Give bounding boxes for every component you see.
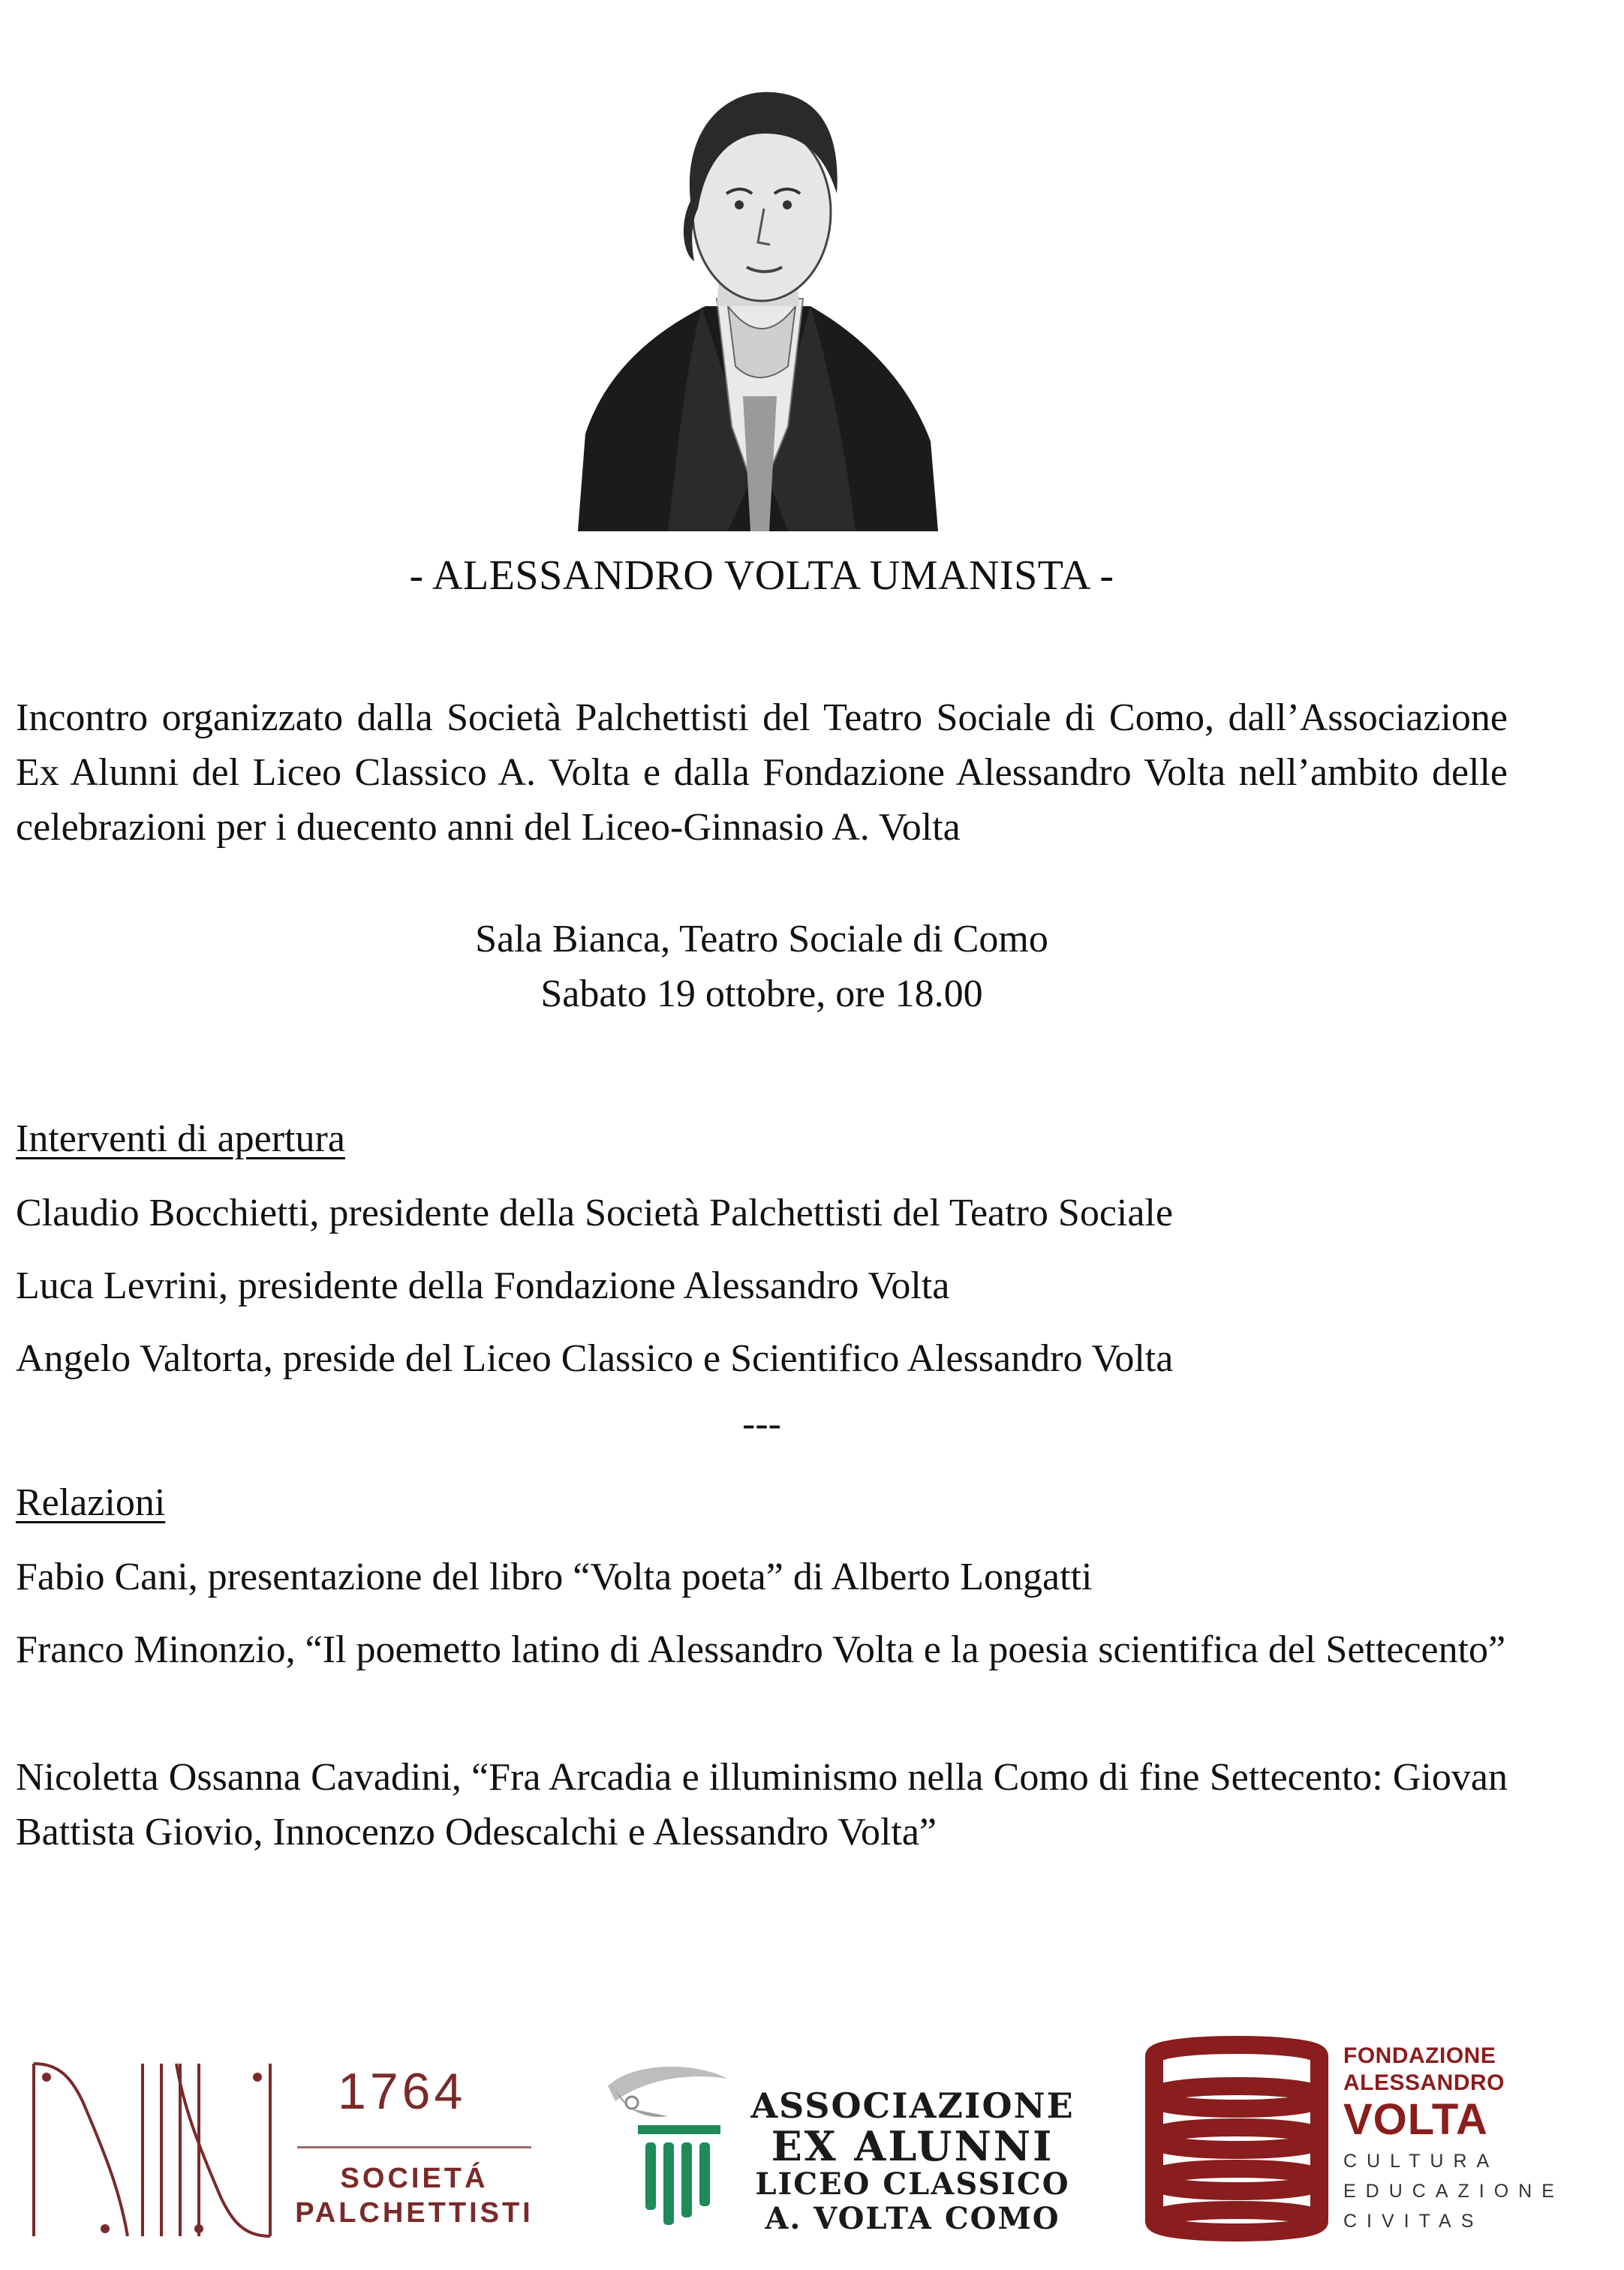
page-title: - ALESSANDRO VOLTA UMANISTA -: [409, 552, 1114, 599]
fondazione-line2: ALESSANDRO: [1343, 2070, 1505, 2095]
opening-item: Angelo Valtorta, preside del Liceo Classico e Scientifico Alessandro Volta: [16, 1337, 1174, 1380]
talk-item: Franco Minonzio, “Il poemetto latino di Alessandro Volta e la poesia scientifica del Settecento”: [16, 1628, 1506, 1671]
intro-paragraph: [16, 690, 1508, 855]
fondazione-line6: CIVITAS: [1343, 2211, 1484, 2232]
talks-heading: Relazioni: [16, 1481, 166, 1524]
venue-date: Sabato 19 ottobre, ore 18.00: [540, 973, 983, 1015]
palchettisti-year: 1764: [338, 2063, 467, 2120]
fondazione-line5: EDUCAZIONE: [1343, 2181, 1564, 2202]
exalunni-line4: A. VOLTA COMO: [765, 2201, 1060, 2236]
palchettisti-divider: [297, 2146, 531, 2148]
intro-text: Incontro organizzato dalla Società Palchettisti del Teatro Sociale di Como, dall’Associazione Ex Alunni del Liceo Classico A. Volta e dalla Fondazione Alessandro Volta nell’ambito delle celebrazioni per i duecento anni del Liceo-Ginnasio A. Volta: [16, 696, 1508, 849]
exalunni-line1: ASSOCIAZIONE: [750, 2085, 1075, 2126]
fondazione-line3: VOLTA: [1343, 2095, 1488, 2144]
fondazione-line1: FONDAZIONE: [1343, 2043, 1496, 2068]
venue-place: Sala Bianca, Teatro Sociale di Como: [475, 918, 1048, 961]
palchettisti-line1: SOCIETÁ: [340, 2163, 489, 2194]
exalunni-name: [747, 2086, 1078, 2236]
talk-item: Nicoletta Ossanna Cavadini, “Fra Arcadia e illuminismo nella Como di fine Settecento: Giovan Battista Giovio, Innocenzo Odescalchi e Alessandro Volta”: [16, 1756, 1508, 1854]
fondazione-line4: CULTURA: [1343, 2151, 1499, 2172]
exalunni-line2: EX ALUNNI: [771, 2122, 1054, 2170]
exalunni-logo-mark: [600, 2056, 735, 2229]
section-separator: ---: [742, 1403, 781, 1445]
portrait-alessandro-volta: [578, 81, 938, 531]
exalunni-line3: LICEO CLASSICO: [755, 2166, 1070, 2202]
opening-item: Luca Levrini, presidente della Fondazione Alessandro Volta: [16, 1264, 950, 1307]
fondazione-name: [1343, 2043, 1564, 2233]
opening-heading: Interventi di apertura: [16, 1117, 345, 1160]
opening-item: Claudio Bocchietti, presidente della Società Palchettisti del Teatro Sociale: [16, 1192, 1173, 1234]
palchettisti-line2: PALCHETTISTI: [295, 2197, 534, 2229]
talk-item: Fabio Cani, presentazione del libro “Volta poeta” di Alberto Longatti: [16, 1556, 1093, 1598]
fondazione-logo-mark: [1139, 2026, 1334, 2251]
palchettisti-name: [293, 2161, 536, 2230]
